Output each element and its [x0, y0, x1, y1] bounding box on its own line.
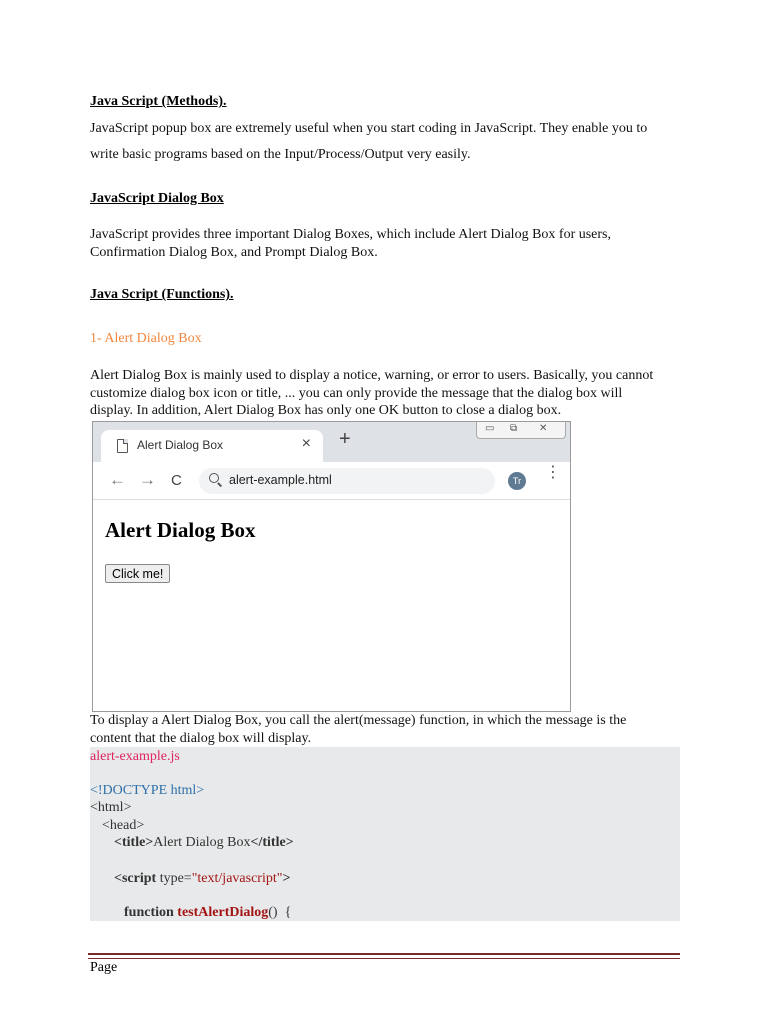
- minimize-icon[interactable]: ▭: [485, 423, 495, 434]
- code-script-attr: type=: [156, 871, 192, 886]
- code-function-line: [124, 905, 291, 921]
- new-tab-icon[interactable]: +: [339, 428, 351, 450]
- paragraph-line: customize dialog box icon or title, ... you can only provide the message that the dialog box will: [90, 385, 623, 401]
- code-script-gt: >: [282, 871, 291, 886]
- address-bar[interactable]: [199, 468, 495, 494]
- paragraph-intro: [90, 116, 690, 168]
- footer-divider: [88, 953, 680, 959]
- paragraph-line: display. In addition, Alert Dialog Box has only one OK button to close a dialog box.: [90, 403, 562, 418]
- paragraph-line: Alert Dialog Box is mainly used to display a notice, warning, or error to users. Basically, you cannot: [90, 368, 654, 383]
- subheading-alert-dialog: 1- Alert Dialog Box: [90, 331, 202, 346]
- heading-functions: Java Script (Functions).: [90, 287, 234, 302]
- code-head-tag: <head>: [102, 818, 145, 833]
- browser-screenshot: [92, 421, 571, 712]
- paragraph-intro-line: JavaScript popup box are extremely useful when you start coding in JavaScript. They enable you to: [90, 121, 648, 136]
- tab-close-icon[interactable]: ×: [301, 435, 311, 452]
- browser-toolbar: [93, 462, 570, 500]
- forward-arrow-icon[interactable]: →: [139, 470, 156, 489]
- tab-bar: [93, 422, 570, 462]
- code-script-line: [114, 871, 290, 887]
- paragraph-alert-description: [90, 367, 690, 420]
- tab-title: Alert Dialog Box: [137, 438, 224, 452]
- code-script-lt: <: [114, 871, 122, 886]
- code-html-tag: <html>: [90, 800, 132, 815]
- paragraph-intro-line: write basic programs based on the Input/Process/Output very easily.: [90, 147, 471, 162]
- window-close-icon[interactable]: ✕: [539, 423, 548, 434]
- code-doctype: <!DOCTYPE html>: [90, 783, 205, 798]
- code-title-close: </title>: [250, 835, 294, 850]
- document-icon: [117, 439, 128, 453]
- page-heading: Alert Dialog Box: [105, 518, 256, 542]
- back-arrow-icon[interactable]: ←: [109, 470, 126, 489]
- menu-dots-icon[interactable]: ⋮: [545, 464, 561, 481]
- paragraph-line: Confirmation Dialog Box, and Prompt Dialog Box.: [90, 244, 378, 260]
- paragraph-line: To display a Alert Dialog Box, you call the alert(message) function, in which the message is the: [90, 713, 627, 728]
- paragraph-line: JavaScript provides three important Dialog Boxes, which include Alert Dialog Box for users,: [90, 227, 612, 242]
- footer-page-label: Page: [90, 960, 118, 975]
- code-title-open: <title>: [114, 835, 154, 850]
- code-function-rest: () {: [268, 905, 292, 920]
- code-block: [90, 747, 680, 921]
- address-url: alert-example.html: [229, 473, 332, 487]
- browser-tab[interactable]: [101, 430, 323, 462]
- profile-avatar[interactable]: Tr: [508, 472, 526, 490]
- code-title-line: [114, 835, 294, 851]
- code-script-value: "text/javascript": [191, 871, 283, 886]
- code-filename: alert-example.js: [90, 749, 180, 764]
- code-title-text: Alert Dialog Box: [153, 835, 251, 850]
- paragraph-alert-usage: [90, 712, 690, 747]
- reload-icon[interactable]: C: [171, 472, 182, 489]
- window-controls: [476, 422, 566, 439]
- paragraph-dialog-boxes: [90, 226, 690, 261]
- search-icon: [209, 473, 219, 483]
- click-me-button[interactable]: Click me!: [105, 564, 170, 583]
- code-function-keyword: function: [124, 905, 178, 920]
- heading-methods: Java Script (Methods).: [90, 94, 227, 109]
- code-script-tag: script: [121, 871, 157, 886]
- code-function-name: testAlertDialog: [177, 905, 269, 920]
- paragraph-line: content that the dialog box will display.: [90, 730, 312, 746]
- restore-icon[interactable]: ⧉: [510, 423, 518, 434]
- heading-dialog-box: JavaScript Dialog Box: [90, 191, 224, 206]
